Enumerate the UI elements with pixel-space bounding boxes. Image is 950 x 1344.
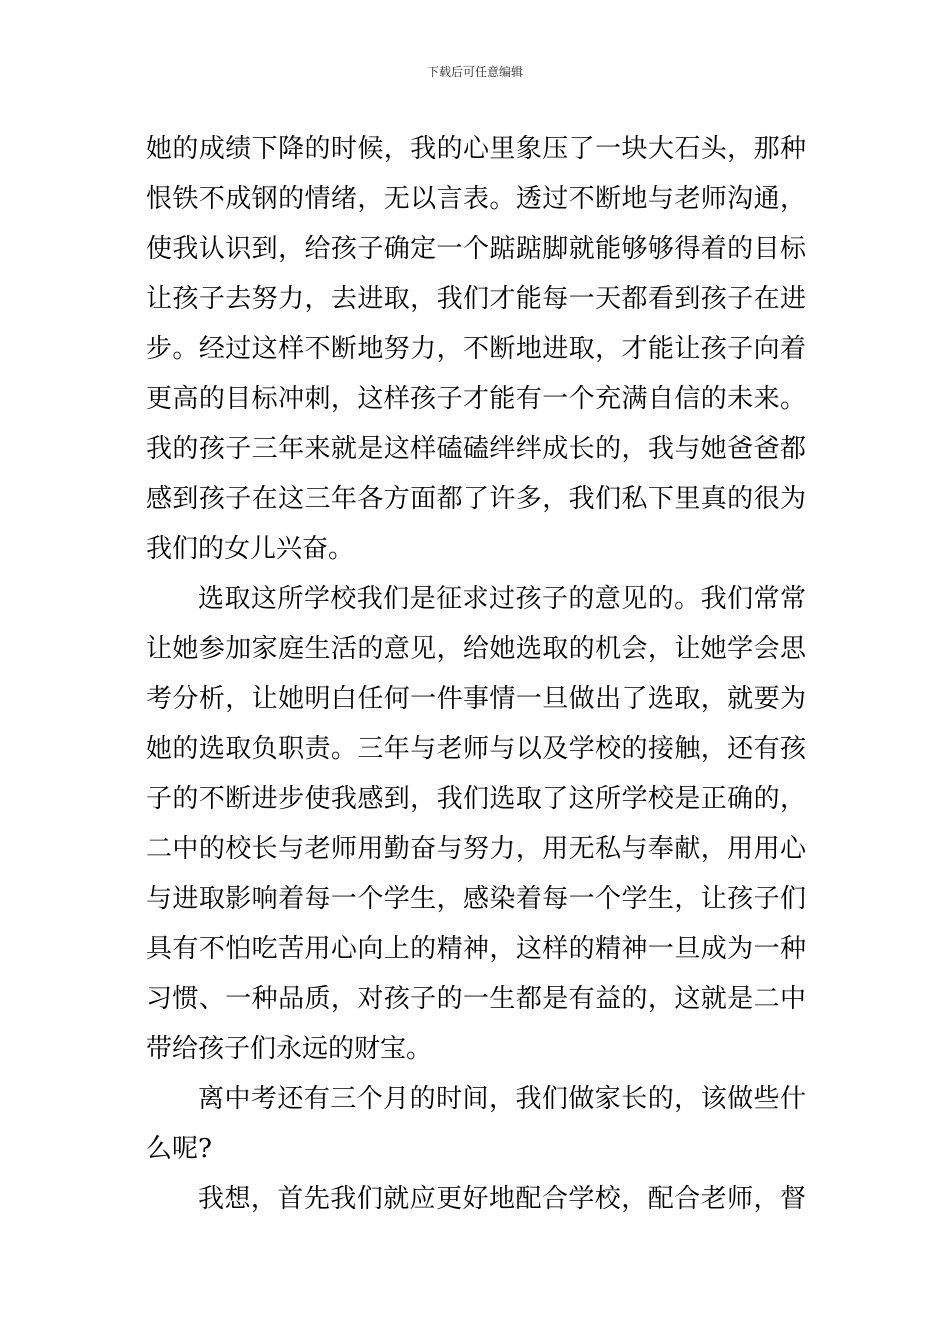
text-line: 我想，首先我们就应更好地配合学校，配合老师，督 <box>198 1184 806 1214</box>
text-line: 我们的女儿兴奋。 <box>146 534 355 564</box>
paragraph <box>146 1174 806 1224</box>
text-line: 让她参加家庭生活的意见，给她选取的机会，让她学会思 <box>146 634 806 664</box>
text-line: 让孩子去努力，去进取，我们才能每一天都看到孩子在进 <box>146 284 806 314</box>
text-line: 她的成绩下降的时候，我的心里象压了一块大石头，那种 <box>146 134 806 164</box>
text-line: 步。经过这样不断地努力，不断地进取，才能让孩子向着 <box>146 334 806 364</box>
text-line: 我的孩子三年来就是这样磕磕绊绊成长的，我与她爸爸都 <box>146 434 806 464</box>
paragraph <box>146 124 806 574</box>
paragraph <box>146 574 806 1074</box>
text-line: 使我认识到，给孩子确定一个踮踮脚就能够够得着的目标 <box>146 234 806 264</box>
text-line: 子的不断进步使我感到，我们选取了这所学校是正确的， <box>146 784 806 814</box>
text-line: 带给孩子们永远的财宝。 <box>146 1034 433 1064</box>
document-body <box>146 124 806 1224</box>
page-header: 下载后可任意编辑 <box>426 65 523 79</box>
text-line: 她的选取负职责。三年与老师与以及学校的接触，还有孩 <box>146 734 806 764</box>
paragraph <box>146 1074 806 1174</box>
text-line: 恨铁不成钢的情绪，无以言表。透过不断地与老师沟通， <box>146 184 806 214</box>
text-line: 考分析，让她明白任何一件事情一旦做出了选取，就要为 <box>146 684 806 714</box>
text-line: 么呢? <box>146 1134 212 1164</box>
text-line: 二中的校长与老师用勤奋与努力，用无私与奉献，用用心 <box>146 834 806 864</box>
text-line: 与进取影响着每一个学生，感染着每一个学生，让孩子们 <box>146 884 806 914</box>
text-line: 选取这所学校我们是征求过孩子的意见的。我们常常 <box>198 584 806 614</box>
text-line: 习惯、一种品质，对孩子的一生都是有益的，这就是二中 <box>146 984 806 1014</box>
text-line: 具有不怕吃苦用心向上的精神，这样的精神一旦成为一种 <box>146 934 806 964</box>
text-line: 更高的目标冲刺，这样孩子才能有一个充满自信的未来。 <box>146 384 806 414</box>
text-line: 离中考还有三个月的时间，我们做家长的，该做些什 <box>198 1084 806 1114</box>
text-line: 感到孩子在这三年各方面都了许多，我们私下里真的很为 <box>146 484 806 514</box>
